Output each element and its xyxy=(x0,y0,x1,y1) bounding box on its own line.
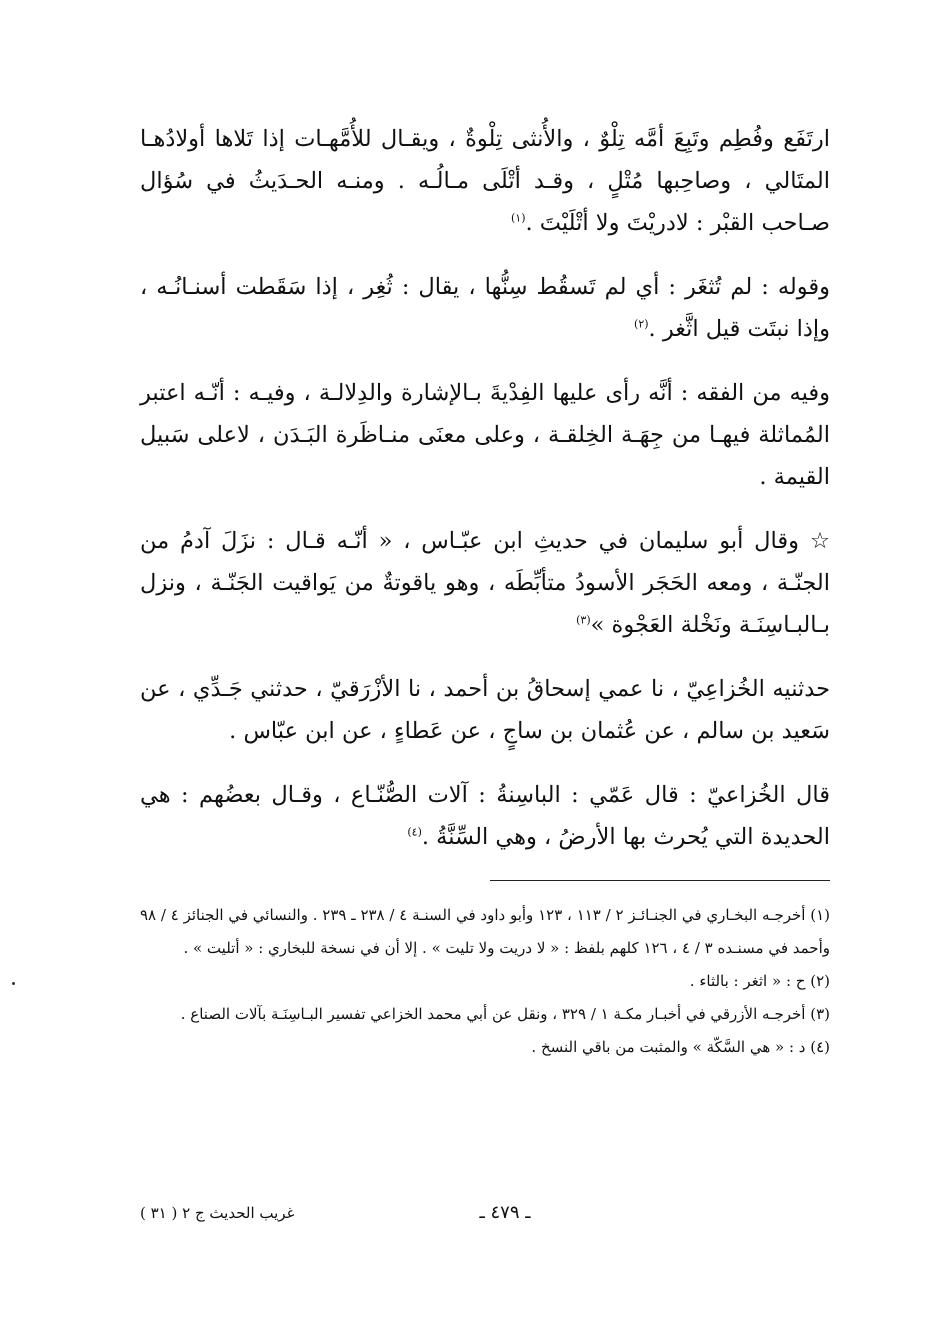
paragraph-5: حدثنيه الخُزاعِيّ ، نا عمي إسحاقُ بن أحمد ، نا الأزْرَقيّ ، حدثني جَـدِّي ، عن سَعيد بن سالم ، عن عُثمان بن ساجٍ ، عن عَطاءٍ ، عن ابن عبّاس . xyxy=(140,676,830,744)
note-ref-2: (٢) xyxy=(634,317,649,331)
footnote-3: (٣) أخرجـه الأزرقي في أخبـار مكـة ١ / ٣٢٩ ، ونقل عن أبي محمد الخزاعي تفسير البـاسِنَـة بآلات الصناع . xyxy=(180,1005,830,1023)
page-number: ـ ٤٧٩ ـ xyxy=(479,1202,531,1223)
footnote-2: (٢) ح : « اثغر : بالثاء . xyxy=(689,972,830,990)
paragraph-2: وقوله : لم تُثغَر : أي لم تَسقُط سِنُّها ، يقال : ثُغِر ، إذا سَقَطت أسنـانُـه ، وإذا نبتَت قيل اثَّغر .$^{(٢)}$ xyxy=(140,274,830,342)
page-content xyxy=(140,118,830,1064)
paragraph-6: قال الخُزاعيّ : قال عَمّي : الباسِنةُ : آلات الصُّنّـاع ، وقـال بعضُهم : هي الحديدة التي يُحرث بها الأرضُ ، وهي السِّنَّةُ .$^{(٤)}$ xyxy=(140,782,830,850)
note-ref-4: (٤) xyxy=(407,825,422,839)
paragraph-4: ☆ وقال أبو سليمان في حديثِ ابن عبّـاس ، « أنّـه قـال : نزَلَ آدمُ من الجنّـة ، ومعه الحَجَر الأسودُ متأبِّطَه ، وهو ياقوتةٌ من يَواقيت الجَنّـة ، ونزل بـالبـاسِنَـة ونَخْلة العَجْوة »$^{(٣)}$ xyxy=(140,528,830,638)
footnote-separator xyxy=(490,880,830,881)
footnote-1: (١) أخرجـه البخـاري في الجنـائـز ٢ / ١١٣ ، ١٢٣ وأبو داود في السنـة ٤ / ٢٣٨ ـ ٢٣٩ . والنسائي في الجنائز ٤ / ٩٨ وأحمد في مسنـده ٣ / ٤ ، ١٢٦ كلهم بلفظ : « لا دريت ولا تليت » . إلا أن في نسخة للبخاري : « أتليت » . xyxy=(140,906,830,957)
page-footer xyxy=(140,1200,830,1230)
paragraph-3: وفيه من الفقه : أنَّه رأى عليها الفِدْيةَ بـالإشارة والدِلالـة ، وفيـه : أنّـه اعتبر المُماثلة فيهـا من جِهَـة الخِلقـة ، وعلى معنَى منـاظَرة البَـدَن ، لاعلى سَبيل القيمة . xyxy=(140,380,830,490)
note-ref-1: (١) xyxy=(510,211,526,225)
note-ref-3: (٣) xyxy=(576,613,591,627)
footnotes xyxy=(140,899,830,1064)
paragraph-1: ارتَفَع وفُطِم وتَبِعَ أمَّه تِلْوٌ ، والأُنثى تِلْوةٌ ، ويقـال للأُمَّهـات إذا تَلاها أولادُهـا المتَالي ، وصاحِبها مُتْلٍ ، وقـد أتْلَى مـالُـه . ومنـه الحـدَيثُ في سُؤال صـاحب القبْر : لادريْتَ ولا أتْلَيْتَ .$^{(١)}$ xyxy=(140,126,830,236)
footnote-4: (٤) د : « هي السَّكّة » والمثبت من باقي النسخ . xyxy=(531,1038,830,1056)
scan-speck xyxy=(12,982,15,985)
running-title: غريب الحديث ج ٢ ( ٣١ ) xyxy=(140,1204,295,1222)
main-text xyxy=(140,118,830,858)
